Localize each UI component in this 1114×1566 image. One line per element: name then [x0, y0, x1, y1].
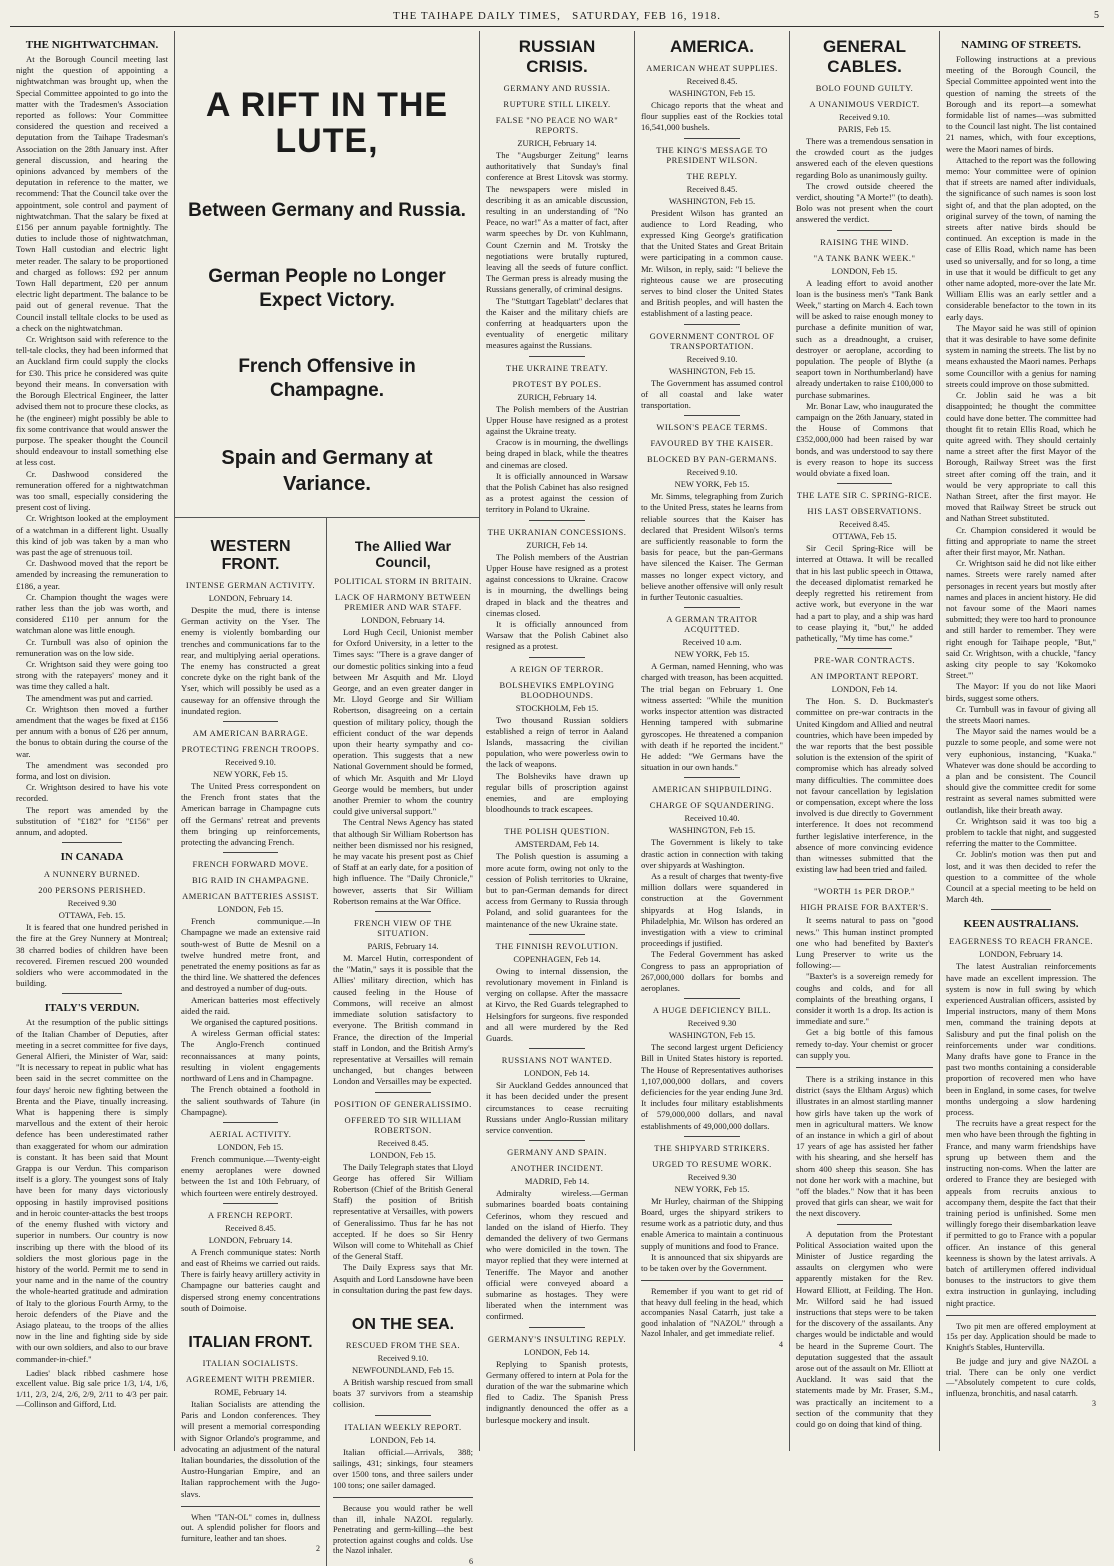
article-paragraph: President Wilson has granted an audience to Lord Reading, who expressed King George's gratification that the United States and Great Britain were participating in a common cause. Mr. Wilson, in reply, said: "I believe the righteous cause we are prosecuting serves to bind closer the United States and British peoples, and will hasten the establishment of a lasting peace.: [641, 207, 783, 319]
divider: [529, 934, 586, 935]
italian-front-headline: ITALIAN FRONT.: [188, 1333, 313, 1351]
subhead: THE FINNISH REVOLUTION.: [495, 940, 619, 951]
received-time: Received 8.45.: [377, 1137, 429, 1148]
subhead: AERIAL ACTIVITY.: [209, 1128, 292, 1139]
subhead: GOVERNMENT CONTROL OF TRANSPORTATION.: [649, 330, 775, 351]
divider: [529, 356, 586, 357]
received-time: Received 9.30: [67, 898, 117, 909]
article-paragraph: "Baxter's is a sovereign remedy for coughs and colds, and for all complaints of the breathing organs, I consider it worth 1s a drop. Its action is immediate and sure.": [796, 971, 933, 1027]
article-paragraph: Cr. Wrightson said he did not like either names. Streets were rarely named after personages in recent years but mostly after names and places in ancient history. He did not favour some of the Maori names submitted; they were too hard to pronounce and still harder to remember. They were right enough for Taihape people, "But," said Cr. Wrightson, with a chuckle, "fancy asking city people to say 'Kokomoko Street.'": [946, 558, 1096, 681]
article-paragraph: Cr. Joblin's motion was then put and lost, and it was then decided to refer the question to a committee of the whole Council at a special meeting to be held on March 4th.: [946, 849, 1096, 905]
banner-line: Spain and Germany at Variance.: [221, 447, 433, 495]
western-front-headline: WESTERN FRONT.: [210, 538, 291, 573]
subhead: AMERICAN SHIPBUILDING.: [651, 784, 773, 795]
article-paragraph: Cr. Turnbull was in favour of giving all the streets Maori names.: [946, 703, 1096, 725]
dateline: ZURICH, Feb 14.: [526, 539, 588, 550]
article-paragraph: Lord Hugh Cecil, Unionist member for Oxford University, in a letter to the Times says: "There is a grave danger of our domestic politics sinking into a feud between Mr Asquith and Mr. Lloyd George, and an even greater danger in Mr. Lloyd George and Sir William Robertson, disagreeing on a certain question of military policy, though the efficient conduct of the war depends upon their hearty sympathy and co-operation. This suggests that a new National Government should be formed, of which Mr. Asquith and Mr Lloyd George would be members, but under another Premier to whom the country could give universal support.": [333, 627, 473, 817]
dateline: LONDON, February 14.: [208, 593, 293, 603]
article-paragraph: There was a tremendous sensation in the crowded court as the judges answered each of the eleven questions regarding Bolo as unanimously guilty.: [796, 136, 933, 180]
article-paragraph: Cracow is in mourning, the dwellings being draped in black, while the theatres and cinemas are closed.: [486, 437, 628, 470]
article-paragraph: As a result of charges that twenty-five million dollars were squandered in construction at the Government shipyards at Hog Islands, in Philadelphia, Mr. Wilson has ordered an investigation with a view to criminal proceedings if justified.: [641, 870, 783, 949]
received-time: Received 9.10.: [839, 112, 890, 122]
subhead: POSITION OF GENERALISSIMO.: [334, 1098, 472, 1109]
subhead: GERMANY'S INSULTING REPLY.: [487, 1333, 627, 1344]
dateline: NEW YORK, Feb 15.: [674, 649, 750, 660]
folio-number: 3: [1092, 1399, 1096, 1409]
canada-subhead: 200 PERSONS PERISHED.: [38, 885, 146, 896]
article-paragraph: The United Press correspondent on the French front states that the American barrage in Champagne cuts off the Germans' retreat and prevents them bringing up reinforcements, protecting the advancing French.: [181, 781, 320, 848]
received-time: Received 8.45.: [686, 76, 738, 86]
masthead-date: SATURDAY, FEB 16, 1918.: [572, 10, 722, 22]
subhead: ITALIAN SOCIALISTS.: [202, 1357, 299, 1368]
column-2: [175, 31, 480, 1566]
article-paragraph: A leading effort to avoid another loan is the business men's "Tank Bank Week," starting on March 4. Each town will be asked to raise enough money to purchase a definite munition of war, such as a dreadnought, a cruiser, destroyer or aeroplane, according to population. The people of Blythe (a seaport town in Northumberland) have already undertaken to raise £100,000 to purchase submarines.: [796, 277, 933, 400]
subhead: INTENSE GERMAN ACTIVITY.: [185, 580, 316, 590]
article-paragraph: It is announced that six shipyards are to be taken over by the Government.: [641, 1251, 783, 1273]
article-paragraph: The amendment was seconded pro forma, and lost on division.: [16, 759, 168, 781]
article-paragraph: Cr. Turnbull was also of opinion the remuneration was on the low side.: [16, 636, 168, 658]
article-paragraph: The Daily Express says that Mr. Asquith and Lord Lansdowne have been in consultation during the past few days.: [333, 1262, 473, 1295]
subhead: GERMANY AND SPAIN.: [507, 1147, 607, 1158]
column-1: [10, 31, 175, 1451]
received-time: Received 10 a.m.: [682, 637, 742, 648]
dateline: NEW YORK, Feb 15.: [674, 479, 750, 490]
article-paragraph: Cr. Wrightson then moved a further amendment that the wages be fixed at £156 per annum with a bonus of £26 per annum, the bonus to obtain during the course of the war.: [16, 703, 168, 759]
divider: [684, 998, 741, 999]
divider: [529, 819, 586, 820]
subhead: RAISING THE WIND.: [820, 236, 909, 247]
subhead: BLOCKED BY PAN-GERMANS.: [646, 454, 778, 465]
folio-number: 2: [316, 1544, 320, 1554]
subhead: "A TANK BANK WEEK.": [813, 252, 916, 263]
divider: [223, 721, 279, 722]
dateline: ROME, February 14.: [214, 1386, 287, 1397]
subhead: A UNANIMOUS VERDICT.: [809, 99, 920, 109]
article-paragraph: Two thousand Russian soldiers established a reign of terror in Aaland Islands, massacring the civilian population, who were powerless owin to the lack of weapons.: [486, 714, 628, 770]
article-paragraph: Mr Hurley, chairman of the Shipping Board, urges the shipyard strikers to resume work as a patriotic duty, and thus enable America to maintain a continuous supply of munitions and food to France.: [641, 1195, 783, 1251]
subhead: A REIGN OF TERROR.: [510, 663, 604, 674]
article-paragraph: A wireless German official states: The Anglo-French continued reconnaissances at many points, resulting in violent engagements northward of Lens and in Champagne.: [181, 1028, 320, 1084]
dateline: MADRID, Feb 14.: [524, 1176, 590, 1187]
article-paragraph: Despite the mud, there is intense German activity on the Yser. The enemy is violently bombarding our trenches and communications far to the rear, and multiplying aerial operations. The enemy has constructed a great concrete dyke on the right bank of the Yser, which will possibly be used as a causeway for an offensive through the inundated region.: [181, 605, 320, 716]
advertisement: Because you would rather be well than ill, inhale NAZOL regularly. Penetrating and germ-killing—the best protection against coughs and colds. Use the Nazol inhaler.: [333, 1504, 473, 1556]
article-paragraph: The Central News Agency has stated that although Sir William Robertson has neither been dismissed nor his resigned, he may vacate his present post as Chief of Staff at an early date, for a position of high influence. The "Daily Chronicle," however, asserts that Sir William Robertson remains at the War Office.: [333, 817, 473, 906]
divider: [181, 1506, 320, 1507]
dateline: OTTAWA, Feb 15.: [832, 531, 897, 542]
dateline: LONDON, Feb 14.: [370, 1434, 436, 1445]
subhead: THE UKRAINE TREATY.: [506, 362, 608, 373]
column-2b: [327, 518, 479, 1566]
canada-subhead: A NUNNERY BURNED.: [43, 869, 141, 880]
folio-number: 6: [469, 1556, 473, 1566]
divider: [684, 607, 741, 608]
article-paragraph: It seems natural to pass on "good news." This human instinct prompted one who had benefited by Baxter's Lung Preserver to write us the following:—: [796, 915, 933, 971]
received-time: Received 8.45.: [839, 519, 890, 530]
article-paragraph: The Daily Telegraph states that Lloyd George has offered Sir William Robertson (Chief of the British General Staff) the position of British representative at Versailles, with powers of Generalissimo. Thus far he has not accepted. If he does so Sir Henry Wilson will come to Whitehall as Chief of the General Staff.: [333, 1161, 473, 1262]
divider: [375, 911, 431, 912]
dateline: ZURICH, February 14.: [517, 138, 597, 148]
divider: [62, 993, 123, 994]
subhead: "WORTH 1s PER DROP.": [814, 886, 915, 897]
advertisement: Ladies' black ribbed cashmere hose excellent value. Big sale price 1/3, 1/4, 1/6, 1/11, 2/3, 2/4, 2/6, 2/9, 2/11 to 4/3 per pair.—Collinson and Gifford, Ltd.: [16, 1368, 168, 1410]
dateline: COPENHAGEN, Feb 14.: [513, 953, 601, 964]
received-time: Received 9.10.: [377, 1352, 429, 1363]
article-paragraph: It is officially announced in Warsaw that the Polish Cabinet has also resigned as a protest against the cession of territory in Poland to Ukraine.: [486, 470, 628, 515]
front-banner: [175, 87, 479, 518]
subhead: AMERICAN WHEAT SUPPLIES.: [646, 63, 778, 73]
subhead: HIGH PRAISE FOR BAXTER'S.: [800, 902, 929, 913]
dateline: LONDON, Feb 15.: [370, 1149, 436, 1160]
banner-line: German People no Longer Expect Victory.: [208, 266, 446, 311]
article-paragraph: Cr. Wrightson said with reference to the tell-tale clocks, they had been informed that an Auckland firm could supply the clocks for £30. This price he considered was quite beyond their means. In conversation with the Borough Electrical Engineer, the latter advised them not to procure these clocks, as he (the engineer) might possibly be able to fix some contrivance that would answer the purpose. The speaker thought the Council should endeavour to install something else at less cost.: [16, 334, 168, 468]
divider: [641, 1280, 783, 1281]
column-3: [480, 31, 635, 1451]
article-paragraph: The Polish members of the Austrian Upper House have resigned as a protest against concessions to Ukraine. Cracow is in mourning, the dwellings being draped in black and the theatres and cinemas closed.: [486, 551, 628, 618]
article-paragraph: The French obtained a foothold in the salient southwards of Tahure (in Champagne).: [181, 1084, 320, 1117]
article-paragraph: A French communique states: North and east of Rheims we carried out raids. There is fairly heavy artillery activity in Champagne our batteries caught and dispersed strong enemy concentrations south of Doimoise.: [181, 1246, 320, 1313]
subhead: FRENCH FORWARD MOVE.: [192, 859, 309, 870]
subhead: GERMANY AND RUSSIA.: [503, 83, 611, 93]
subhead: PRE-WAR CONTRACTS.: [813, 655, 916, 666]
general-cables-headline: GENERAL CABLES.: [822, 37, 907, 76]
america-headline: AMERICA.: [669, 37, 755, 56]
subhead: BOLO FOUND GUILTY.: [815, 83, 914, 93]
masthead-title: THE TAIHAPE DAILY TIMES,: [392, 10, 561, 22]
dateline: WASHINGTON, Feb 15.: [668, 1030, 756, 1041]
article-paragraph: Italian Socialists are attending the Paris and London conferences. They will present a memorial corresponding with Signor Orlando's programme, and advocating an adjustment of the natural Italian boundaries, the dissolution of the Austro-Hungarian Empire, and an Italian rapprochement with the Jugo-slavs.: [181, 1398, 320, 1499]
subhead: URGED TO RESUME WORK.: [652, 1158, 772, 1169]
dateline: LONDON, Feb 14.: [524, 1068, 590, 1079]
subhead: A GERMAN TRAITOR ACQUITTED.: [666, 614, 758, 635]
article-paragraph: Sir Auckland Geddes announced that it has been decided under the present circumstances to cease recruiting Russians under Anglo-Russian military service convention.: [486, 1080, 628, 1135]
subhead: RESCUED FROM THE SEA.: [345, 1339, 461, 1350]
dateline: OTTAWA, Feb. 15.: [58, 910, 126, 921]
article-paragraph: The Government is likely to take drastic action in connection with taking over shipyards at Washington.: [641, 837, 783, 870]
banner-line: Between Germany and Russia.: [188, 200, 466, 221]
subhead: EAGERNESS TO REACH FRANCE.: [949, 936, 1093, 947]
dateline: LONDON, February 14.: [361, 615, 445, 625]
article-paragraph: Attached to the report was the following memo: Your committee were of opinion that if streets are named after individuals, the significance of such names is soon lost sight of, and that the plan adopted, on the original survey of the town, of naming the streets after native birds should be continued. An exception is made in the case of Ellis Road, which name has been used so universally, and for so long, a time in use that it would be difficult to get any other name adopted, more-over the late Mr. William Ellis was an early settler and a considerable benefactor to the town in its early days.: [946, 154, 1096, 322]
article-paragraph: The crowd outside cheered the verdict, shouting "A Morte!" (to death). Bolo was not present when the court answered the verdict.: [796, 180, 933, 225]
advertisement: Be judge and jury and give NAZOL a trial. There can be only one verdict—"Absolutely competent to cure colds, influenza, bronchitis, and nasal catarrh.: [946, 1357, 1096, 1398]
dateline: LONDON, Feb 15.: [217, 904, 284, 915]
subhead: CHARGE OF SQUANDERING.: [649, 800, 775, 811]
column-5: [790, 31, 940, 1451]
article-paragraph: Cr. Dashwood considered the remuneration offered for a nightwatchman was too small, especially considering the present cost of living.: [16, 468, 168, 513]
subhead: OFFERED TO SIR WILLIAM ROBERTSON.: [344, 1114, 462, 1135]
dateline: WASHINGTON, Feb 15.: [668, 88, 756, 98]
divider: [837, 1224, 892, 1225]
nightwatchman-headline: THE NIGHTWATCHMAN.: [25, 39, 159, 51]
dateline: AMSTERDAM, Feb 14.: [514, 839, 600, 850]
article-paragraph: A British warship rescued from small boats 37 survivors from a steamship collision.: [333, 1376, 473, 1410]
subhead: AM AMERICAN BARRAGE.: [192, 728, 309, 739]
article-paragraph: It is feared that one hundred perished in the fire at the Grey Nunnery at Montreal; 38 charred bodies of children have been recovered. Firemen rescued 200 wounded soldiers who were accommodated in the building.: [16, 922, 168, 989]
divider: [333, 1497, 473, 1498]
article-paragraph: French communique.—Twenty-eight enemy aeroplanes were downed between the 1st and 10th February, of which fourteen were entirely destroyed.: [181, 1153, 320, 1198]
subhead: BIG RAID IN CHAMPAGNE.: [192, 875, 309, 886]
article-paragraph: Cr. Joblin said he was a bit disappointed; he thought the committee could have done better. The committee had thought fit to retain Ellis Road, which he quite agreed with. They should certainly name a street after the first Mayor of the Borough, Railway Street was the first street after coming off the train, and it would be very appropriate to call this Nathan Street, after the first mayor. He moved that Railway Street be struck out and Nathan Street substituted.: [946, 390, 1096, 524]
subhead: HIS LAST OBSERVATIONS.: [807, 506, 922, 517]
divider: [684, 777, 741, 778]
divider: [529, 1048, 586, 1049]
article-paragraph: Cr. Wrightson looked at the employment of a watchman in a different light. Usually this kind of job was taken by a man who was past the age of strenuous toil.: [16, 513, 168, 557]
dateline: STOCKHOLM, Feb 15.: [515, 702, 599, 713]
dateline: LONDON, February 14.: [979, 949, 1063, 960]
article-paragraph: The Mayor said he was still of opinion that it was desirable to have some definite system in naming the streets. The list by no means exhausted the Maori names. Perhaps some Councillor with a genius for naming streets could improve on those submitted.: [946, 322, 1096, 389]
advertisement: Two pit men are offered employment at 15s per day. Application should be made to Knight's Stables, Huntervilla.: [946, 1321, 1096, 1352]
article-paragraph: The Polish question is assuming a more acute form, owing not only to the cession of Polish territories to Ukraine, but to pan-German demands for direct access from Germany to Russia through Poland, and solid guarantees for the maintenance of the new Ukraine state.: [486, 851, 628, 929]
article-paragraph: The Hon. S. D. Buckmaster's committee on pre-war contracts in the United Kingdom and Allied and neutral countries, which have been impeded by the war reports that the best possible solution is the extension of the spirit of compromise which has already solved many difficulties. The committee does not favour cancellation by legislation or compensation, except where the loss involved is due directly to Government interference. It does not recommend further legislative interference, in the absence of more convincing evidence than witnesses submitted that the existing law had been tried and failed.: [796, 696, 933, 875]
divider: [946, 1315, 1096, 1316]
subhead: RUPTURE STILL LIKELY.: [503, 99, 611, 109]
subhead: WILSON'S PEACE TERMS.: [656, 422, 768, 433]
dateline: WASHINGTON, Feb 15.: [668, 195, 756, 206]
subhead: POLITICAL STORM IN BRITAIN.: [334, 576, 472, 586]
column-2a: [175, 518, 327, 1566]
subhead: ANOTHER INCIDENT.: [510, 1163, 604, 1174]
article-paragraph: French communique.—In Champagne we made an extensive raid south-west of Butte de Mesnil on a twelve hundred metre front, and penetrated the enemy positions as far as the third line. We shattered the defences and destroyed a number of dug-outs.: [181, 916, 320, 994]
divider: [529, 520, 586, 521]
column-6: [940, 31, 1102, 1451]
received-time: Received 9.10.: [225, 757, 276, 768]
article-paragraph: The Polish members of the Austrian Upper House have resigned as a protest against the Ukraine treaty.: [486, 403, 628, 437]
divider: [837, 879, 892, 880]
received-time: Received 9.10.: [686, 467, 738, 478]
subhead: AGREEMENT WITH PREMIER.: [185, 1373, 315, 1384]
article-paragraph: Chicago reports that the wheat and flour supplies east of the Rockies total 16,541,000 bushels.: [641, 100, 783, 133]
canada-headline: IN CANADA: [60, 851, 124, 864]
article-paragraph: The Government has assumed control of all coastal and lake water transportation.: [641, 377, 783, 411]
dateline: LONDON, Feb 15.: [831, 265, 898, 276]
article-paragraph: M. Marcel Hutin, correspondent of the "Matin," says it is possible that the Allies' military direction, which has caused feeling in the House of Commons, will receive an almost immediate solution satisfactory to everyone. The British command in France, the direction of the Imperial staff in London, and the British Army's representative at Versailles will remain unchanged, but changes between London and Versailles may be expected.: [333, 953, 473, 1087]
divider: [529, 1140, 586, 1141]
dateline: WASHINGTON, Feb 15.: [668, 365, 756, 376]
column-4: [635, 31, 790, 1451]
dateline: NEW YORK, Feb 15.: [213, 769, 288, 780]
dateline: PARIS, February 14.: [367, 941, 439, 952]
article-paragraph: A deputation from the Protestant Political Association waited upon the Minister of Justice regarding the assaults on clergymen who were apparently mistaken for the Rev. Howard Elliott, at Feilding. The Hon. Mr. Wilford said he had issued instructions that steps were to be taken for the discovery of the assailants. Any charges would be indictable and would be heard in the Supreme Court. The deputation suggested that the assault arose out of the assault on Mr. Elliott at Auckland. It was said that the statements made by Mr. Fraser, S.M., was practically an incitement to a section of the community that they could go on doing that kind of thing.: [796, 1228, 933, 1430]
divider: [684, 324, 741, 325]
dateline: ZURICH, February 14.: [517, 391, 597, 402]
subhead: A HUGE DEFICIENCY BILL.: [652, 1005, 772, 1016]
article-paragraph: Cr. Wrightson said they were going too strong with the ratepayers' money and it was time they called a halt.: [16, 658, 168, 692]
dateline: NEWFOUNDLAND, Feb 15.: [352, 1364, 454, 1375]
received-time: Received 8.45.: [686, 183, 738, 194]
article-paragraph: Cr. Champion thought the wages were rather less than the job was worth, and considered £110 per annum for the watchman alone was little enough.: [16, 591, 168, 636]
subhead: THE LATE SIR C. SPRING-RICE.: [796, 490, 933, 501]
subhead: FAVOURED BY THE KAISER.: [650, 438, 774, 449]
divider: [375, 1092, 431, 1093]
article-paragraph: Following instructions at a previous meeting of the Borough Council, the Special Committee appointed went into the question of naming the streets of the Borough and its report—a somewhat formidable list of names—was submitted to the Council last night. The list contained 21 names, which, with four exceptions, were the Maori names of birds.: [946, 54, 1096, 154]
subhead: FALSE "NO PEACE NO WAR" REPORTS.: [495, 115, 619, 135]
article-paragraph: It is officially announced from Warsaw that the Polish Cabinet also resigned as a protest.: [486, 618, 628, 652]
received-time: Received 9.30: [687, 1171, 737, 1182]
divider: [684, 1136, 741, 1137]
banner-title: A RIFT IN THE LUTE,: [205, 86, 449, 160]
masthead: [10, 6, 1104, 27]
subhead: PROTECTING FRENCH TROOPS.: [181, 744, 320, 755]
subhead: FRENCH VIEW OF THE SITUATION.: [353, 918, 453, 939]
article-paragraph: The "Stuttgart Tageblatt" declares that the Kaiser and the military chiefs are conferring at headquarters upon the eventuality of energetic military measures against the Russians.: [486, 295, 628, 351]
advertisement: Remember if you want to get rid of that heavy dull feeling in the head, which accompanies Nasal Catarrh, just take a good inhalation of "NAZOL" through a Nazol Inhaler, and get immediate relief.: [641, 1287, 783, 1339]
allied-council-headline: The Allied War Council,: [354, 538, 452, 570]
subhead: LACK OF HARMONY BETWEEN PREMIER AND WAR STAFF.: [334, 592, 472, 612]
folio-number: 4: [779, 1339, 783, 1349]
advertisement: When "TAN-OL" comes in, dullness out. A splendid polisher for floors and furniture, leather and tan shoes.: [181, 1512, 320, 1543]
divider: [375, 1415, 431, 1416]
article-paragraph: Cr. Dashwood moved that the report be amended by increasing the remuneration to £186, a year.: [16, 558, 168, 591]
russian-crisis-headline: RUSSIAN CRISIS.: [518, 37, 596, 76]
article-paragraph: The latest Australian reinforcements have made an excellent impression. The system is now in full swing by which experienced Australian officers, assisted by Imperial instructors, many of them Mons men, command the training depots at Salisbury and put the final polish on the reinforcements under war conditions. Many drafts have gone to France in the past two months containing a considerable proportion of recovered men who have been in England, in some cases, for twelve months undergoing a slow hardening process.: [946, 961, 1096, 1118]
article-paragraph: Admiralty wireless.—German submarines boarded boats containing Ceferinos, whom they rescued and landed on the island of Hierfo. They demanded the delivery of two Germans who were domiciled in the town. The mayor replied that they were interned at Teneriffe. The Mayor and another official were conveyed aboard a submarine as hostages. They were liberated when the internment was confirmed.: [486, 1188, 628, 1322]
article-paragraph: The Bolsheviks have drawn up regular bills of proscription against enemies, and are employing bloodhounds to track escapees.: [486, 770, 628, 815]
divider: [991, 909, 1051, 910]
article-paragraph: Cr. Wrightson desired to have his vote recorded.: [16, 782, 168, 804]
dateline: LONDON, February 14.: [208, 1234, 293, 1245]
dateline: LONDON, Feb 14.: [524, 1346, 590, 1357]
divider: [62, 842, 123, 843]
divider: [684, 138, 741, 139]
divider: [796, 1067, 933, 1068]
subhead: AMERICAN BATTERIES ASSIST.: [182, 891, 319, 902]
article-paragraph: A German, named Henning, who was charged with treason, has been acquitted. The trial began on February 1. One witness asserted: "While the munition works inspector attention was distracted Henning tampered with submarine gyroscopes. He threatened a companion with death if he reported the incident." He added: "We Germans have the situation in our own hands.": [641, 661, 783, 773]
subhead: RUSSIANS NOT WANTED.: [501, 1055, 613, 1066]
article-paragraph: The report was amended by the substitution of "£182" for "£156" per annum, and adopted.: [16, 804, 168, 838]
divider: [529, 1327, 586, 1328]
divider: [684, 415, 741, 416]
keen-australians-headline: KEEN AUSTRALIANS.: [963, 918, 1079, 931]
subhead: BOLSHEVIKS EMPLOYING BLOODHOUNDS.: [499, 679, 615, 700]
article-paragraph: Owing to internal dissension, the revolutionary movement in Finland is verging on collapse. After the massacre at Kirvo, the Red Guards telegraphed to Helsingfors for surgeons. five responded and all were murdered by the Red Guards.: [486, 965, 628, 1043]
received-time: Received 8.45.: [225, 1222, 276, 1233]
subhead: A FRENCH REPORT.: [207, 1209, 294, 1220]
article-paragraph: Cr. Wrightson said it was too big a problem to tackle that night, and suggested referring the matter to the Committee.: [946, 815, 1096, 849]
article-paragraph: The recruits have a great respect for the men who have been through the fighting in France, and many warm friendships have sprung up between them and the instructing non-coms. When the latter are ordered to France they are besieged with appeals from recruits anxious to accompany them, despite the fact that their training period is unfinished. Some men willingly forego their disembarkation leave if permitted to go to France with a popular officer. An instance of this general keenness is shown by the latest arrivals. A batch of artillerymen offered individual bonuses to the instructors to give them extra instruction in gunlaying, including night practice.: [946, 1118, 1096, 1308]
article-paragraph: The Federal Government has asked Congress to pass an appropriation of 267,000,000 dollars for bombs and aeroplanes.: [641, 949, 783, 993]
subhead: THE SHIPYARD STRIKERS.: [654, 1142, 770, 1153]
received-time: Received 10.40.: [684, 813, 740, 824]
subhead: THE POLISH QUESTION.: [504, 826, 610, 837]
article-paragraph: The Mayor: If you do not like Maori birds, suggest some others.: [946, 681, 1096, 703]
page-number: 5: [1094, 10, 1100, 21]
article-paragraph: Italian official.—Arrivals, 388; sailings, 431; sinkings, four steamers over 1500 tons, and three sailers under 100 tons; one sailer damaged.: [333, 1446, 473, 1491]
divider: [837, 230, 892, 231]
divider: [223, 1122, 279, 1123]
divider: [837, 648, 892, 649]
subhead: ITALIAN WEEKLY REPORT.: [344, 1421, 462, 1432]
banner-line: French Offensive in Champagne.: [238, 356, 416, 401]
subhead: THE UKRANIAN CONCESSIONS.: [487, 526, 627, 537]
divider: [223, 852, 279, 853]
italy-headline: ITALY'S VERDUN.: [44, 1002, 140, 1015]
article-paragraph: The "Augsburger Zeitung" learns authoritatively that Sunday's final conference at Brest Litovsk was stormy. The newspapers were misled in describing it as an amicable discussion, resulting in an understanding of "No Peace, no war!" As a matter of fact, after warm speeches by Dr. von Kuhlmann, Count Czernin and M. Trotsky the negotiations were brutally ruptured, leaving all the seeds of future conflict. The German press is already musing the Russians generally, of criminal designs.: [486, 150, 628, 295]
article-paragraph: Replying to Spanish protests, Germany offered to intern at Pola for the duration of the war the submarine which fled to Cadiz. The Spanish Press indignantly denounced the offer as a burlesque mockery and insult.: [486, 1358, 628, 1425]
article-paragraph: We organised the captured positions.: [191, 1017, 318, 1028]
subhead: THE REPLY.: [686, 170, 738, 181]
on-the-sea-headline: ON THE SEA.: [351, 1315, 455, 1333]
subhead: THE KING'S MESSAGE TO PRESIDENT WILSON.: [656, 144, 768, 165]
article-paragraph: There is a striking instance in this district (says the Eltham Argus) which illustrates in an almost startling manner how girls have taken up the work of men in agricultural matters. We know of an instance in which a girl of about 17 years of age has assisted her father with his shearing, and she herself has shorn 400 sheep this season. She has not done her work with a machine, but "off the blades." Now that it has been proved that girls can shear, we wait for the next discovery.: [796, 1074, 933, 1219]
article-paragraph: Mr. Simms, telegraphing from Zurich to the United Press, states he learns from reliable sources that the Kaiser has declared that President Wilson's terms are sufficiently reasonable to form the basis for peace, but the pan-Germans have silenced the Kaiser. The German masses no longer expect victory, and believe another offensive will only result in further Teutonic casualties.: [641, 491, 783, 603]
article-paragraph: The Mayor said the names would be a puzzle to some people, and some were not very euphonious, instancing, "Kuaka." Whatever was done should be according to a plan and be consistent. The Council should give the committee credit for some restraint as several names submitted were outlandish, like their breath away.: [946, 726, 1096, 815]
dateline: WASHINGTON, Feb 15.: [668, 825, 756, 836]
divider: [223, 1203, 279, 1204]
article-paragraph: Get a big bottle of this famous remedy to-day. Your chemist or grocer can supply you.: [796, 1027, 933, 1060]
received-time: Received 9.30: [687, 1018, 737, 1029]
article-paragraph: At the resumption of the public sittings of the Italian Chamber of Deputies, after meeting in a secret committee for five days, General Alfieri, the Minister of War, said: "It is necessary to repeat in public what has been said in the secret committee on the four days' heroic new fighting between the Brenta and the Piave, tinually increasing. What is happening there is simply marvellous and the extent of their heroic defence has been underestimated rather than exaggerated for whom our admiration is constant. It has been said that Mount Grappa is our Verdun. This comparison itself is a glory. The youngest sons of Italy have been for many days victoriously opposing in hastily improvised positions and in heroic counter-attacks the best troops of the enemy flushed with victory and superior in numbers. Our country is now inscribing up there with the blood of its soldiers the most glorious page in the history of the world. Permit me to send in your name and in the name of the country the whole-hearted gratitude and admiration of Italy to the glorious Fourth Army, to the heroic defenders of the Piave and the Asiago plateau, to the troops of the allies now in the line and fighting side by side with our own soldiers, and also to our brave commander-in-chief.": [16, 1017, 168, 1364]
dateline: LONDON, Feb 14.: [831, 684, 898, 695]
dateline: NEW YORK, Feb 15.: [674, 1183, 750, 1194]
article-paragraph: The amendment was put and carried.: [26, 692, 153, 703]
article-paragraph: At the Borough Council meeting last night the question of appointing a nightwatchman was brought up, when the Special Committee appointed to go into the matter with the Tradesmen's Association reported as follows: Your Committee considered the question and received a deputation from the Taihape Tradesman's Association on the 28th January inst. After general discussion, and hearing the opinions advanced by members of the deputation in reference to the matter, we recommend: That the Council take over the appointment, sole control and payment of nightwatchman. That the salary be fixed at £156 per annum payable fortnightly. The duties to include those of nightwatchman, Town Hall custodian and electric light meter reader. The salary to be proportioned and charged as follows: £92 per annum Town Hall department, £20 per annum electric light department. The balance to be paid out of general revenue. That the Council install telltale clocks to be used as a check on the nightwatchman.: [16, 54, 168, 333]
dateline: PARIS, Feb 15.: [837, 124, 892, 134]
received-time: Received 9.10.: [686, 353, 738, 364]
subhead: PROTEST BY POLES.: [512, 378, 602, 389]
article-paragraph: Cr. Champion considered it would be fitting and appropriate to name the street after their first mayor, Mr. Nathan.: [946, 524, 1096, 557]
divider: [529, 657, 586, 658]
divider: [837, 483, 892, 484]
naming-streets-headline: NAMING OF STREETS.: [961, 39, 1081, 51]
article-paragraph: The second largest urgent Deficiency Bill in United States history is reported. The House of Representatives authorises 1,107,000,000 dollars, and covers deficiencies for the year ending June 3rd. It includes four military establishments of 579,000,000 dollars, and naval establishments of 49,000,000 dollars.: [641, 1042, 783, 1131]
article-paragraph: Sir Cecil Spring-Rice will be interred at Ottawa. It will be recalled that in his last public speech in Ottawa, the deceased diplomatist remarked he deeply regretted his retirement from active work, but everyone in the war had a part to play, and a ship was hard to cease playing it, "but," he added pathetically, "My time has come.": [796, 543, 933, 643]
article-paragraph: Mr. Bonar Law, who inaugurated the campaign on the 26th January, stated in the House of Commons that £352,000,000 had been raised by war bonds, and was understood to say there is every reason to hope its success would obviate a fixed loan.: [796, 400, 933, 479]
subhead: AN IMPORTANT REPORT.: [810, 671, 919, 682]
dateline: LONDON, Feb 15.: [217, 1141, 284, 1152]
article-paragraph: American batteries most effectively aided the raid.: [181, 994, 320, 1016]
